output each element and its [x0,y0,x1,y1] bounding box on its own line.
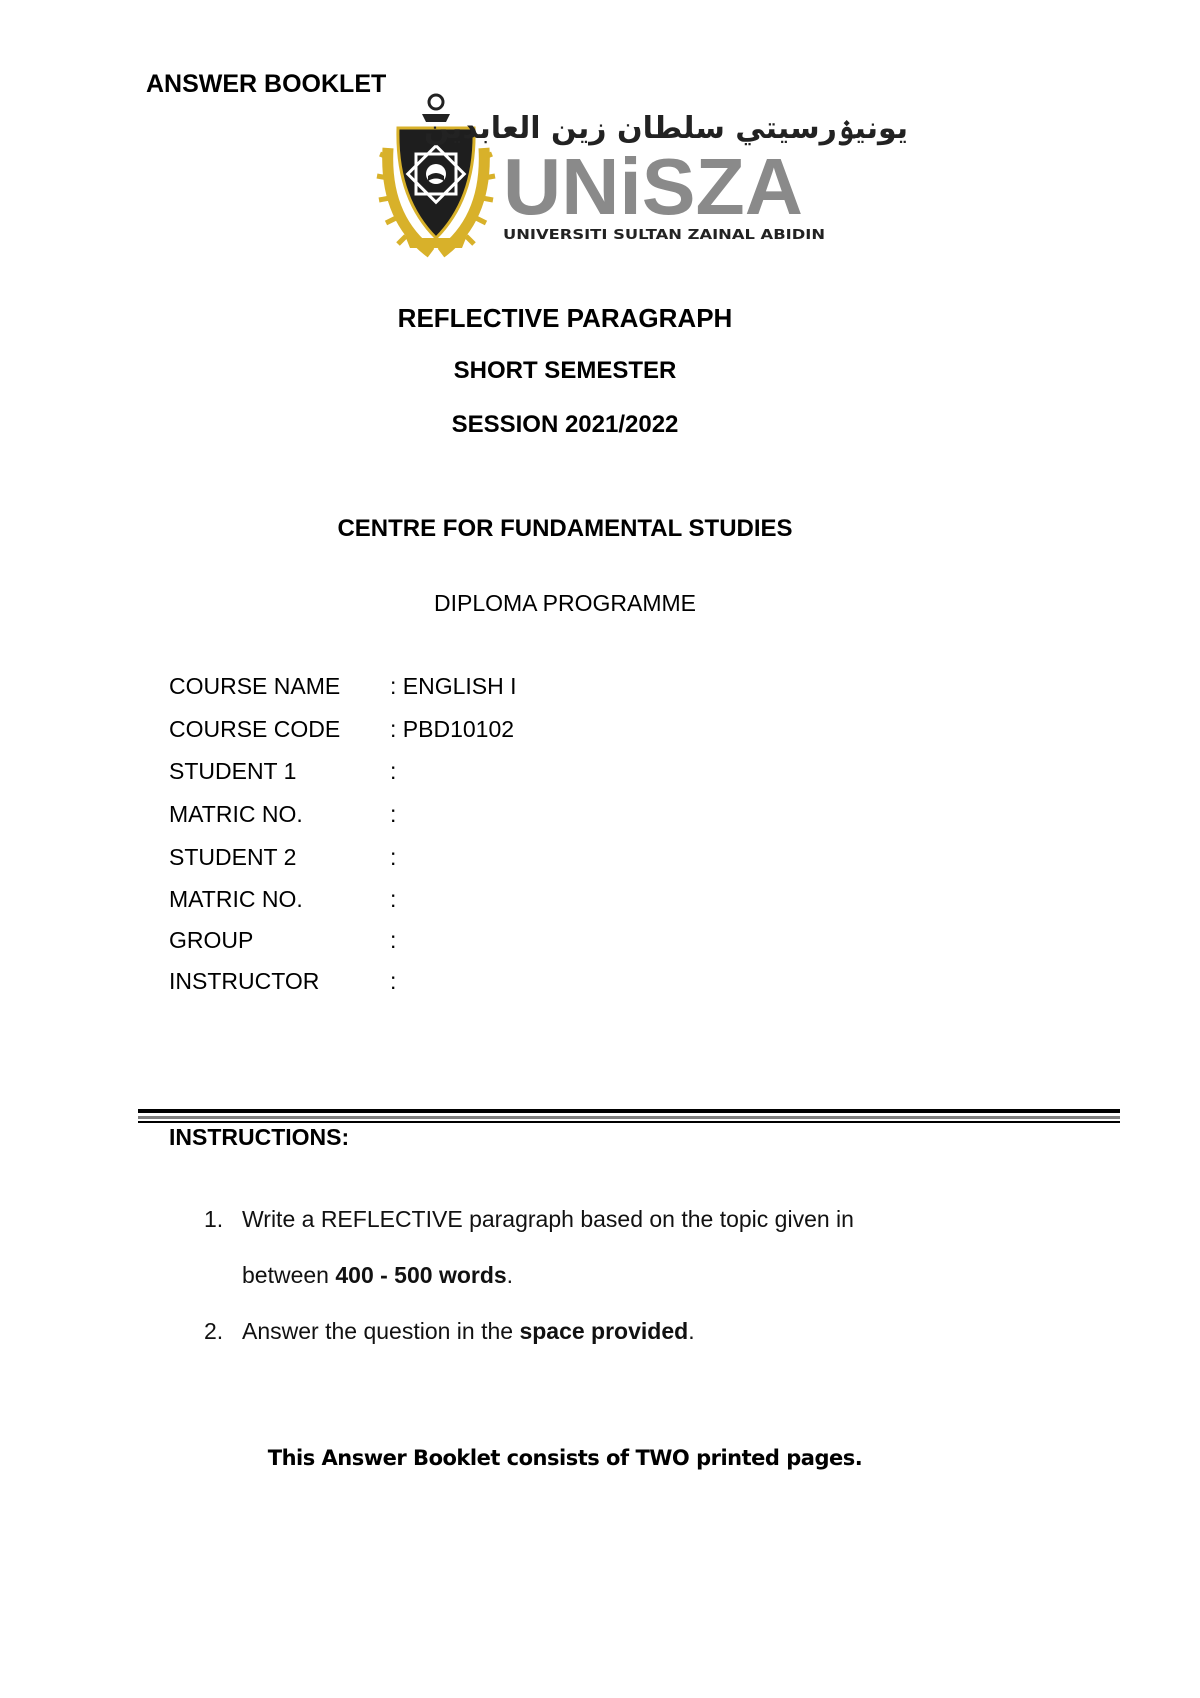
divider-line [138,1109,1120,1113]
field-value: : ENGLISH I [390,673,517,699]
field-group [169,927,396,954]
unisza-logo [376,88,909,263]
field-course-code [169,716,514,743]
field-student-1 [169,758,396,785]
field-value: : PBD10102 [390,716,515,742]
instructions-title: INSTRUCTIONS: [169,1124,350,1150]
field-instructor [169,968,396,995]
semester-heading: SHORT SEMESTER [453,357,677,384]
field-value: : [390,886,397,912]
instruction-1-line-2: between 400 - 500 words. [242,1262,514,1288]
instruction-1-line-1: Write a REFLECTIVE paragraph based on the topic given in [242,1206,854,1232]
session-heading: SESSION 2021/2022 [451,411,679,438]
field-student-2 [169,844,396,871]
field-value: : [390,968,397,994]
field-matric-no-2 [169,886,396,913]
field-course-name [169,673,517,700]
field-label: COURSE CODE [169,716,341,742]
unisza-crest-icon [376,88,909,263]
field-label: MATRIC NO. [169,886,303,912]
centre-heading: CENTRE FOR FUNDAMENTAL STUDIES [337,515,793,542]
word-count-emphasis: 400 - 500 words [335,1262,507,1288]
programme-heading: DIPLOMA PROGRAMME [434,590,696,616]
field-label: COURSE NAME [169,673,341,699]
arabic-name-text: يونيۏرسيتي سلطان زين العابدين [423,111,909,146]
instruction-2: Answer the question in the space provided. [242,1318,695,1344]
university-name-text: UNIVERSITI SULTAN ZAINAL ABIDIN [503,228,825,243]
field-label: INSTRUCTOR [169,968,320,994]
field-value: : [390,758,397,784]
page-count-note: This Answer Booklet consists of TWO printed pages. [267,1446,863,1470]
answer-booklet-label: ANSWER BOOKLET [146,70,387,98]
field-label: STUDENT 2 [169,844,297,870]
unisza-wordmark: UNiSZA [503,142,803,231]
instruction-number: 2. [204,1318,224,1344]
field-label: STUDENT 1 [169,758,297,784]
field-value: : [390,844,397,870]
divider-line [138,1116,1120,1119]
field-label: MATRIC NO. [169,801,303,827]
field-value: : [390,927,397,953]
document-title: REFLECTIVE PARAGRAPH [397,303,733,333]
space-provided-emphasis: space provided [519,1318,689,1344]
field-value: : [390,801,397,827]
field-label: GROUP [169,927,254,953]
divider-line [138,1121,1120,1123]
field-matric-no-1 [169,801,396,828]
instruction-number: 1. [204,1206,224,1232]
